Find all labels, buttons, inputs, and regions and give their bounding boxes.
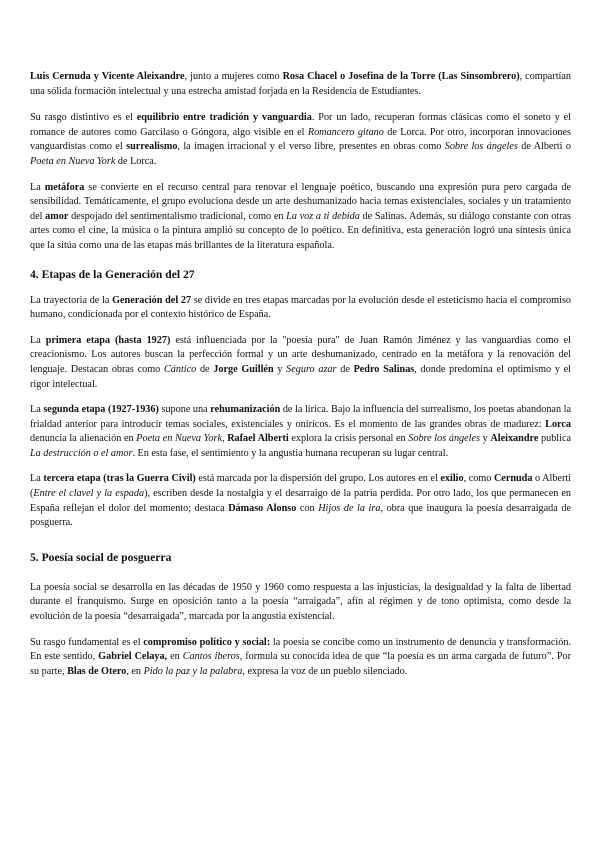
bold-text: primera etapa (hasta 1927) [45,334,171,346]
section-5-paragraph-1 [30,581,571,625]
italic-title: Poeta en Nueva York [30,155,116,167]
italic-title: Hijos de la ira [318,502,381,514]
bold-text: Dámaso Alonso [228,502,297,514]
text: La [30,404,44,416]
italic-title: Sobre los ángeles [408,433,480,445]
text: La [30,181,45,193]
section-4-paragraph-2 [30,334,571,392]
bold-text: Rafael Alberti [227,433,289,445]
italic-title: Cantos iberos, [182,651,243,663]
text: Su rasgo distintivo es el [30,112,137,124]
text: expresa la voz de un pueblo silenciado. [244,665,408,677]
text: denuncia la alienación en [30,433,137,445]
text: , como [463,473,494,485]
intro-paragraph-1 [30,70,571,99]
bold-text: amor [45,210,69,222]
text: se divide en tres etapas marcadas por la evolución desde el esteticismo hacia el compromiso humano, condicionada por el contexto histórico de España. [30,294,571,321]
italic-title: La destrucción o el amor [30,447,133,459]
text: con [296,502,319,514]
bold-text: Blas de Otero [67,665,127,677]
text: de Lorca. Por otro, incorporan innovaciones vanguardistas como el [30,126,572,153]
text: explora la crisis personal en [288,433,409,445]
section-5-paragraph-2 [30,636,571,680]
section-4-heading: 4. Etapas de la Generación del 27 [30,267,195,281]
text: . En esta fase, el sentimiento y la angustia humana recuperan su lugar central. [132,447,449,459]
text: formula su conocida idea de que “la poesía es un arma cargada de futuro”. Por su parte, [30,651,571,677]
bold-text: Aleixandre [490,433,539,445]
text: de [336,363,354,375]
text: . Por un lado, recuperan formas clásicas como el soneto y el romance de autores como Garcilaso o Góngora, algo visible en el [30,112,572,138]
bold-text: Gabriel Celaya, [98,651,168,663]
text: de [196,363,214,375]
text: de Alberti o [517,141,571,153]
text: ), escriben desde la nostalgia y el desarraigo de la patria perdida. Por otro lado, los que permanecen en España reflejan el dolor del momento; destaca [30,488,572,514]
text: en [167,651,183,663]
text: está marcada por la dispersión del grupo. Los autores en el [195,473,441,485]
text: y [479,433,491,445]
text: , compartían una sólida formación intelectual y una estrecha amistad forjada en la Residencia de Estudiantes. [30,71,571,97]
document-body [30,70,571,690]
text: , junto a mujeres como [184,71,283,82]
text: publica [538,433,571,445]
italic-title: Sobre los ángeles [444,141,518,153]
text: de Lorca. [115,155,157,167]
text: La [30,473,44,485]
text: , en [126,665,144,677]
bold-text: Generación del 27 [112,294,192,306]
italic-title: Romancero gitano [307,126,384,138]
italic-title: La voz a ti debida [286,210,360,222]
text: , [221,433,228,445]
bold-text: metáfora [44,181,85,193]
text: la poesía se concibe como un instrumento de denuncia y transformación. En este sentido, [30,636,571,663]
italic-title: Seguro azar [286,363,337,375]
bold-text: tercera etapa (tras la Guerra Civil) [43,473,196,485]
bold-text: segunda etapa (1927-1936) [43,404,159,416]
text: está influenciada por la "poesía pura" de Juan Ramón Jiménez y las vanguardias como el creacionismo. Los autores buscan la perfección formal y un arte deshumanizado, centrado en la metáfora y la renovación del lenguaje. Destacan obras como [30,334,571,375]
bold-text: Luis Cernuda y Vicente Aleixandre [30,71,185,82]
intro-paragraph-2 [30,111,571,169]
text: La [30,334,46,346]
bold-text: rehumanización [210,404,281,416]
text: , obra que inaugura la poesía desarraigada de posguerra. [30,502,571,529]
text: La trayectoria de la [30,294,113,306]
bold-text: compromiso político y social: [143,636,271,648]
text: y [273,363,287,375]
text: supone una [158,404,211,416]
italic-title: Poeta en Nueva York [136,433,222,445]
text: , la imagen irracional y el verso libre, presentes en obras como [177,141,445,153]
text: se convierte en el recurso central para renovar el lenguaje poético, buscando una expresión pura pero cargada de sensibilidad. Temáticamente, el grupo evoluciona desde un arte deshumanizado hacia temas existenciales, sociales y un tratamiento del [30,181,572,222]
intro-paragraph-3 [30,181,571,254]
bold-text: Lorca [545,418,571,430]
text: Su rasgo fundamental es el [30,636,144,648]
bold-text: Jorge Guillén [213,363,274,375]
text: La poesía social se desarrolla en las décadas de 1950 y 1960 como respuesta a las injusticias, la desigualdad y la falta de libertad durante el franquismo. Surge en oposición tanto a la poesía “arraigada”, afín al régimen y de tono optimista, como desde la evolución de la poesía “desarraigada”, marcada por la angustia existencial. [30,581,571,623]
section-4-paragraph-3 [30,403,571,461]
bold-text: Rosa Chacel o Josefina de la Torre (Las Sinsombrero) [282,71,520,82]
text: , donde predomina el optimismo y el rigor intelectual. [30,363,571,390]
section-4-paragraph-1 [30,294,571,323]
text: de la lírica. Bajo la influencia del surrealismo, los poetas abandonan la frialdad anterior para introducir temas sociales, existenciales y oníricos. Es el momento de las grandes obras de madurez: [30,404,571,430]
text: despojado del sentimentalismo tradicional, como en [68,210,287,222]
italic-title: Cántico [163,363,197,375]
bold-text: Cernuda [493,473,533,485]
text: o Alberti ( [30,473,571,500]
text: de Salinas. Además, su diálogo constante con otras artes como el cine, la música o la pintura amplió su concepto de lo poético. En definitiva, esta generación logró una síntesis única que la sitúa como una de las etapas más brillantes de la literatura española. [30,210,571,251]
italic-title: Entre el clavel y la espada [33,488,145,500]
bold-text: exilio [440,473,464,485]
section-5-heading: 5. Poesía social de posguerra [30,550,172,564]
bold-text: equilibrio entre tradición y vanguardia [136,112,312,124]
bold-text: surrealismo [126,141,178,153]
italic-title: Pido la paz y la palabra, [143,665,245,677]
section-4-paragraph-4 [30,472,571,530]
bold-text: Pedro Salinas [353,363,415,375]
